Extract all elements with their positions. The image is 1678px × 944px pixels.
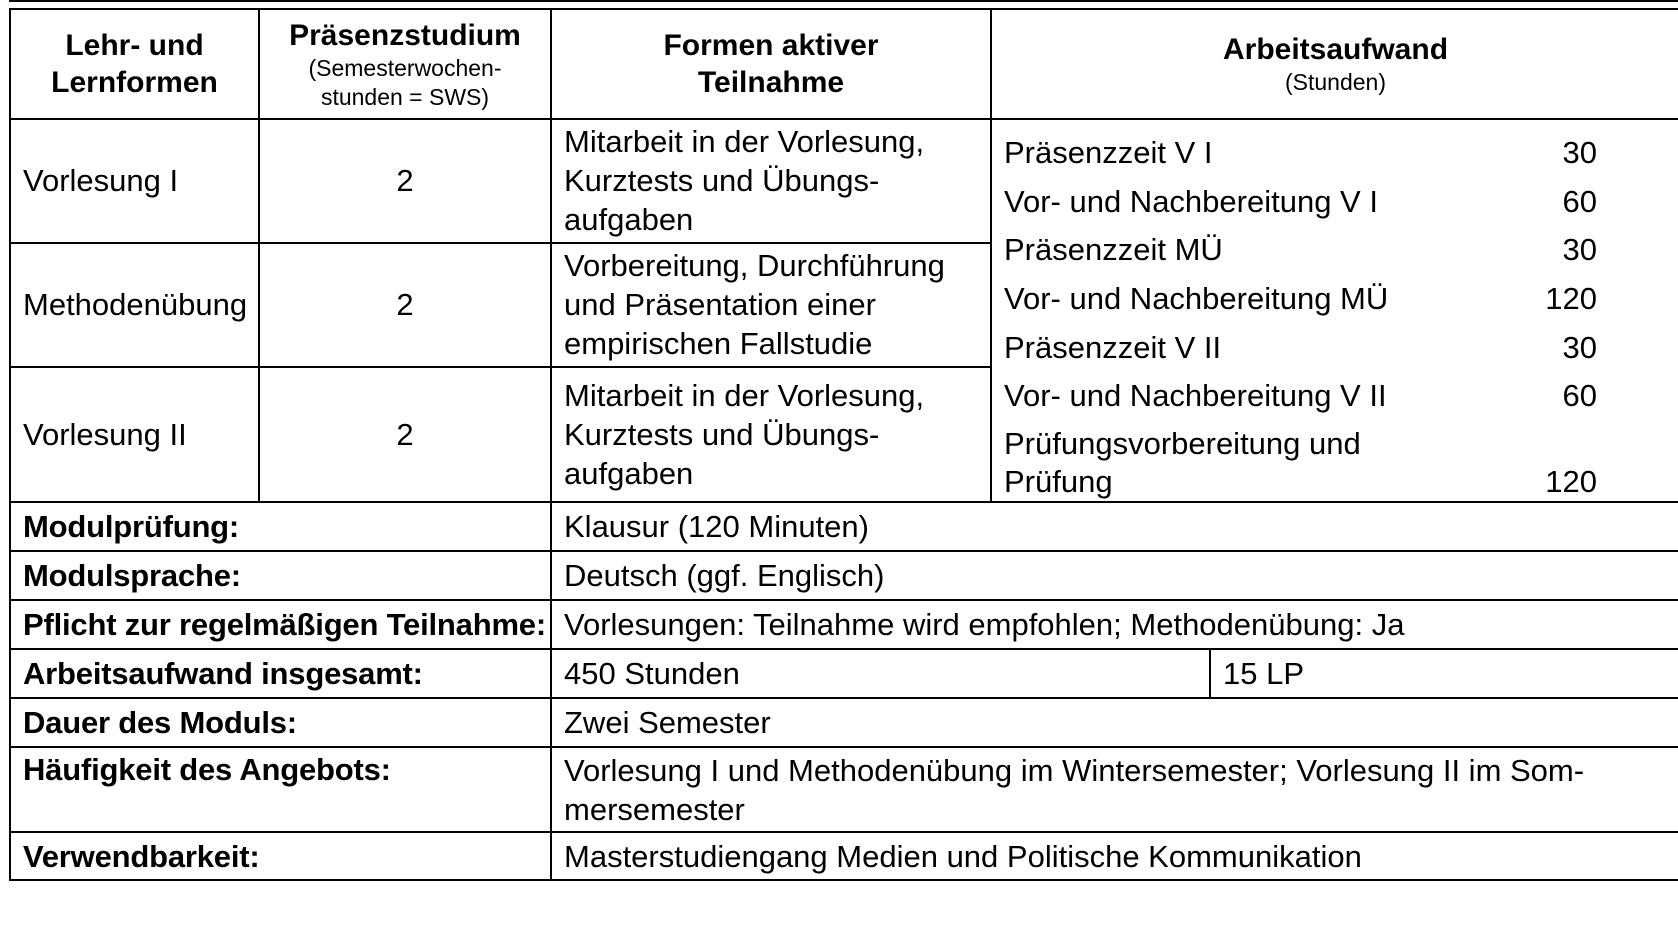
exam-label: Modulprüfung: [10,502,551,551]
header-col3-line2: Teilnahme [697,66,845,99]
row-modulsprache [10,551,1678,600]
workload-hours: 120 [1545,464,1597,499]
frequency-label: Häufigkeit des Angebots: [10,747,551,832]
row-dauer [10,698,1678,747]
course-participation [551,367,991,502]
row-verwendbarkeit [10,832,1678,880]
workload-item [1004,221,1667,269]
exam-value: Klausur (120 Minuten) [551,502,1678,551]
row-teilnahmepflicht [10,600,1678,649]
workload-label: Vor- und Nachbereitung V I [1004,184,1378,219]
header-col3-line1: Formen aktiver [663,29,879,62]
total-credits-value: 15 LP [1210,649,1678,698]
header-praesenzstudium [259,9,551,119]
usability-label: Verwendbarkeit: [10,832,551,880]
header-col2-title: Präsenzstudium [289,18,521,52]
course-row-vorlesung-1 [10,119,1678,243]
header-col4-title: Arbeitsaufwand [1222,33,1449,66]
course-name: Vorlesung II [10,367,259,502]
frequency-line: mersemester [564,791,745,827]
row-haeufigkeit [10,747,1678,832]
language-value: Deutsch (ggf. Englisch) [551,551,1678,600]
workload-item [1004,269,1667,318]
participation-line: aufgaben [564,202,694,238]
workload-label: Präsenzzeit V I [1004,135,1213,170]
course-sws: 2 [259,119,551,243]
participation-line: Kurztests und Übungs- [564,417,880,453]
workload-label: Präsenzzeit MÜ [1004,232,1223,267]
header-row [10,9,1678,119]
workload-item [1004,367,1667,415]
course-participation [551,119,991,243]
header-col1-line1: Lehr- und [65,29,204,62]
workload-label: Vor- und Nachbereitung V II [1004,378,1387,413]
participation-line: Vorbereitung, Durchführung [564,248,945,284]
workload-item [1004,415,1667,501]
workload-hours: 30 [1562,330,1597,365]
workload-label: Präsenzzeit V II [1004,330,1222,365]
course-sws: 2 [259,367,551,502]
workload-label-line2: Prüfung [1004,464,1113,499]
usability-value: Masterstudiengang Medien und Politische Kommunikation [551,832,1678,880]
module-table [9,8,1678,881]
language-label: Modulsprache: [10,551,551,600]
frequency-line: Vorlesung I und Methodenübung im Wintersemester; Vorlesung II im Som- [564,752,1585,788]
workload-breakdown [991,119,1678,502]
participation-line: und Präsentation einer [564,287,876,323]
header-col2-sub-line1: (Semesterwochen- [308,54,502,81]
duration-label: Dauer des Moduls: [10,698,551,747]
workload-hours: 30 [1562,135,1597,170]
header-col1-line2: Lernformen [51,66,218,99]
row-arbeitsaufwand-insgesamt [10,649,1678,698]
participation-line: aufgaben [564,456,694,492]
top-border-line [9,0,1678,2]
participation-line: Kurztests und Übungs- [564,163,880,199]
workload-label: Vor- und Nachbereitung MÜ [1004,281,1389,316]
frequency-value [551,747,1678,832]
header-col4-sub: (Stunden) [1284,69,1386,95]
workload-item [1004,126,1667,172]
duration-value: Zwei Semester [551,698,1678,747]
participation-line: Mitarbeit in der Vorlesung, [564,378,925,414]
attendance-value: Vorlesungen: Teilnahme wird empfohlen; Methodenübung: Ja [551,600,1678,649]
workload-label-line1: Prüfungsvorbereitung und [1004,426,1361,461]
workload-hours: 60 [1562,184,1597,219]
course-name: Vorlesung I [10,119,259,243]
total-hours-value: 450 Stunden [551,649,1210,698]
participation-line: empirischen Fallstudie [564,326,873,362]
header-lehr-lernformen [10,9,259,119]
header-arbeitsaufwand [991,9,1678,119]
attendance-label: Pflicht zur regelmäßigen Teilnahme: [10,600,551,649]
workload-hours: 60 [1562,378,1597,413]
workload-label [1004,425,1517,501]
participation-line: Mitarbeit in der Vorlesung, [564,124,925,160]
workload-hours: 120 [1545,281,1597,316]
header-col2-sub-line2: stunden = SWS) [320,83,490,110]
header-formen-aktiver-teilnahme [551,9,991,119]
course-name: Methodenübung [10,243,259,368]
workload-hours: 30 [1562,232,1597,267]
course-participation [551,243,991,368]
row-modulpruefung [10,502,1678,551]
course-sws: 2 [259,243,551,368]
workload-item [1004,172,1667,221]
total-workload-label: Arbeitsaufwand insgesamt: [10,649,551,698]
workload-item [1004,318,1667,367]
